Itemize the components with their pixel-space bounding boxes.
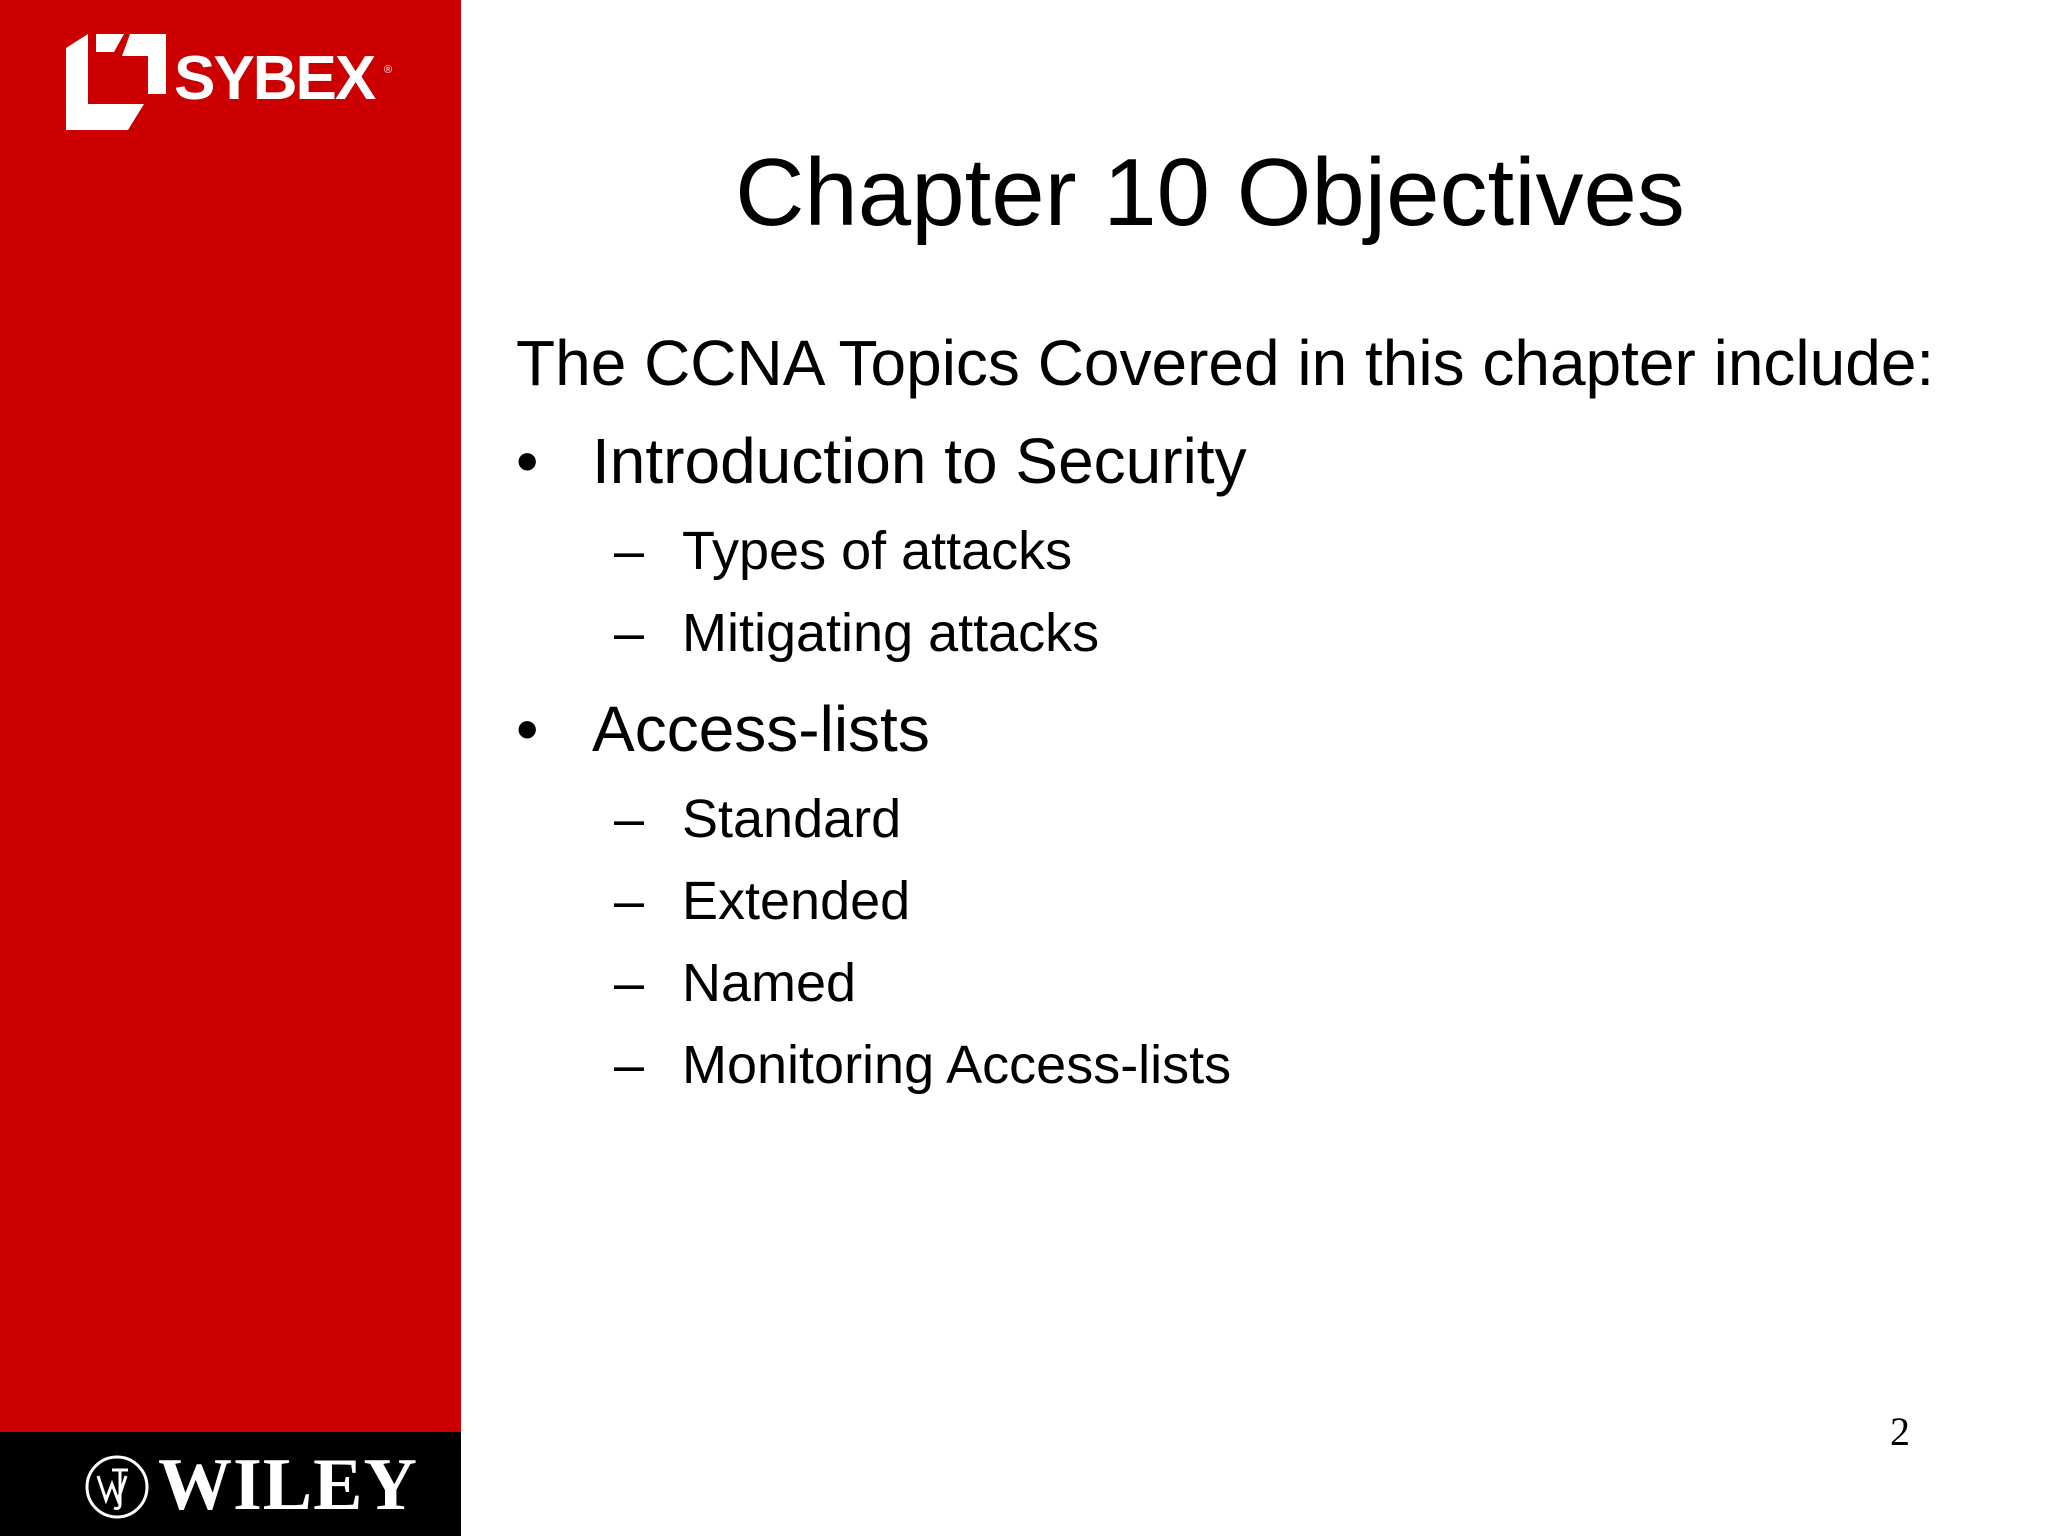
page-number: 2 bbox=[1890, 1409, 1910, 1454]
bullet-label: Access-lists bbox=[592, 693, 930, 765]
wiley-seal-icon bbox=[84, 1454, 150, 1520]
sub-label: Mitigating attacks bbox=[682, 603, 1100, 663]
sybex-wordmark: SYBEX bbox=[174, 44, 375, 113]
sub-item bbox=[516, 778, 1936, 860]
sub-label: Named bbox=[682, 953, 857, 1013]
slide-body bbox=[516, 322, 1936, 1120]
sub-list bbox=[516, 510, 1936, 674]
bullet-label: Introduction to Security bbox=[592, 425, 1247, 497]
sub-item bbox=[516, 1024, 1936, 1106]
bullet-item bbox=[516, 688, 1936, 770]
wiley-logo bbox=[84, 1444, 418, 1526]
intro-text: The CCNA Topics Covered in this chapter include: bbox=[516, 327, 1935, 399]
sub-label: Extended bbox=[682, 871, 911, 931]
sybex-cube-icon bbox=[66, 34, 166, 130]
sub-list bbox=[516, 778, 1936, 1106]
sub-label: Standard bbox=[682, 789, 902, 849]
wiley-wordmark: WILEY bbox=[158, 1444, 418, 1526]
sub-marker: – bbox=[614, 521, 645, 581]
registered-mark: ® bbox=[384, 64, 393, 76]
sybex-logo bbox=[66, 34, 406, 134]
sub-label: Types of attacks bbox=[682, 521, 1073, 581]
sub-marker: – bbox=[614, 1035, 645, 1095]
sub-item bbox=[516, 592, 1936, 674]
sub-item bbox=[516, 942, 1936, 1024]
sub-marker: – bbox=[614, 789, 645, 849]
sub-item bbox=[516, 510, 1936, 592]
sub-marker: – bbox=[614, 953, 645, 1013]
bullet-marker: • bbox=[516, 693, 539, 765]
bullet-item bbox=[516, 420, 1936, 502]
bullet-marker: • bbox=[516, 425, 539, 497]
slide-title: Chapter 10 Objectives bbox=[735, 139, 1685, 246]
sub-marker: – bbox=[614, 871, 645, 931]
sub-marker: – bbox=[614, 603, 645, 663]
sub-label: Monitoring Access-lists bbox=[682, 1035, 1232, 1095]
sub-item bbox=[516, 860, 1936, 942]
brand-sidebar bbox=[0, 0, 461, 1536]
